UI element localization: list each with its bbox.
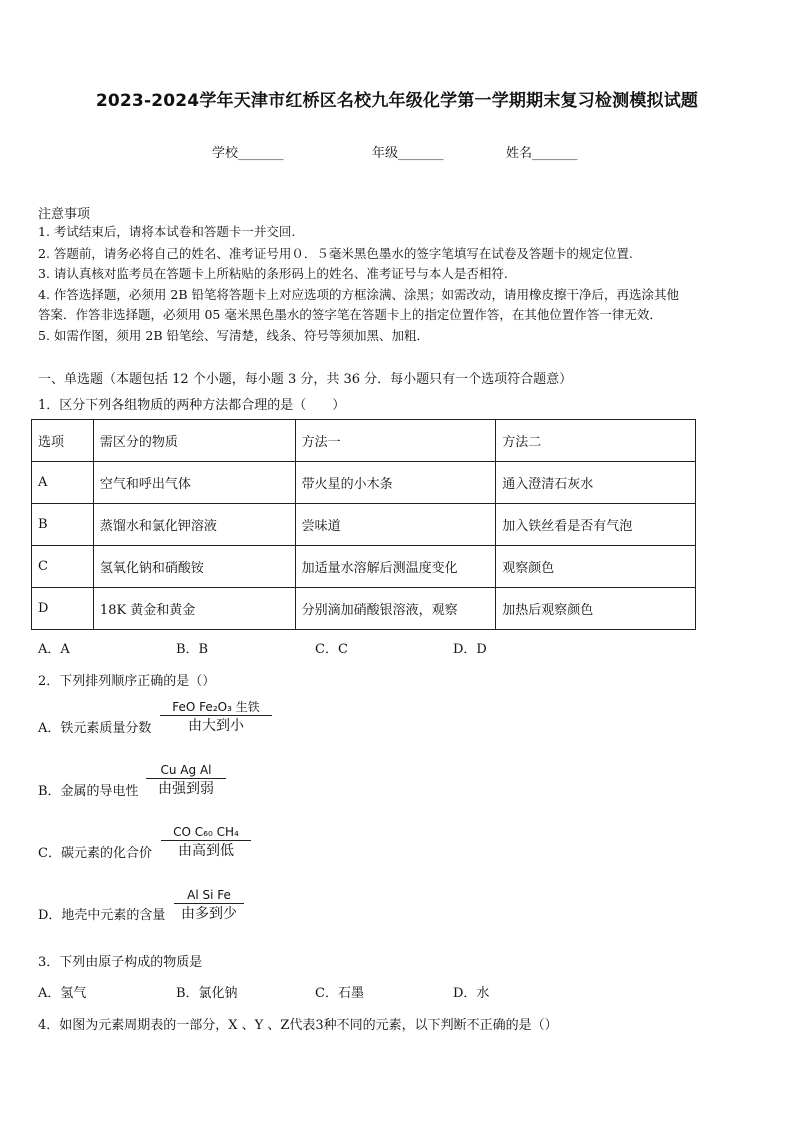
sequence-direction: 由高到低 — [178, 843, 234, 859]
question-2-option-b-sequence — [146, 764, 226, 798]
notice-item: 2. 答题前，请务必将自己的姓名、准考证号用０．５毫米黑色墨水的签字笔填写在试卷及答题卡的规定位置. — [38, 246, 633, 261]
page-title: 2023-2024学年天津市红桥区名校九年级化学第一学期期末复习检测模拟试题 — [95, 91, 699, 111]
sequence-items: CO C₆₀ CH₄ — [173, 825, 239, 839]
question-1-option-c[interactable]: C．C — [315, 642, 348, 657]
table-row — [32, 462, 696, 504]
section-heading: 一、单选题（本题包括 12 个小题，每小题 3 分，共 36 分．每小题只有一个选项符合题意） — [38, 372, 573, 387]
sequence-items: Cu Ag Al — [160, 763, 212, 777]
sequence-line — [174, 903, 244, 904]
sequence-line — [146, 778, 226, 779]
table-header-row — [32, 420, 696, 462]
table-cell: 加入铁丝看是否有气泡 — [496, 504, 696, 546]
table-cell: 蒸馏水和氯化钾溶液 — [93, 504, 295, 546]
notice-item: 5. 如需作图，须用 2B 铅笔绘、写清楚，线条、符号等须加黑、加粗． — [38, 328, 429, 343]
table-cell: D — [32, 588, 94, 630]
table-cell: 分别滴加硝酸银溶液，观察 — [295, 588, 496, 630]
table-cell: 18K 黄金和黄金 — [93, 588, 295, 630]
table-header-cell: 选项 — [32, 420, 94, 462]
table-cell: B — [32, 504, 94, 546]
table-cell: 尝味道 — [295, 504, 496, 546]
question-1-option-b[interactable]: B．B — [176, 642, 209, 657]
question-2-option-b[interactable]: B．金属的导电性 — [38, 784, 139, 799]
table-cell: A — [32, 462, 94, 504]
question-3-option-c[interactable]: C．石墨 — [315, 986, 364, 1001]
table-cell: 观察颜色 — [496, 546, 696, 588]
question-3-option-b[interactable]: B．氯化钠 — [176, 986, 238, 1001]
question-2-option-a-sequence — [160, 701, 272, 735]
table-header-cell: 需区分的物质 — [93, 420, 295, 462]
sequence-direction: 由强到弱 — [158, 781, 214, 797]
table-cell: 空气和呼出气体 — [93, 462, 295, 504]
notice-item: 答案．作答非选择题，必须用 05 毫米黑色墨水的签字笔在答题卡上的指定位置作答，在其他位置作答一律无效． — [38, 307, 662, 322]
table-cell: 通入澄清石灰水 — [496, 462, 696, 504]
table-cell: C — [32, 546, 94, 588]
grade-field: 年级_______ — [372, 146, 444, 161]
sequence-items: Al Si Fe — [187, 888, 231, 902]
question-2-option-a[interactable]: A．铁元素质量分数 — [38, 721, 152, 736]
table-cell: 氢氧化钠和硝酸铵 — [93, 546, 295, 588]
sequence-line — [160, 715, 272, 716]
question-3-stem: 3．下列由原子构成的物质是 — [38, 955, 203, 970]
question-1-option-a[interactable]: A．A — [38, 642, 70, 657]
notice-heading: 注意事项 — [38, 207, 91, 222]
question-3-option-d[interactable]: D．水 — [453, 986, 490, 1001]
question-3-option-a[interactable]: A．氢气 — [38, 986, 87, 1001]
school-field: 学校_______ — [212, 146, 284, 161]
sequence-direction: 由多到少 — [181, 906, 237, 922]
table-row — [32, 504, 696, 546]
question-2-option-c[interactable]: C．碳元素的化合价 — [38, 846, 152, 861]
question-1-option-d[interactable]: D．D — [453, 642, 487, 657]
table-cell: 带火星的小木条 — [295, 462, 496, 504]
sequence-direction: 由大到小 — [188, 718, 244, 734]
question-2-option-d-sequence — [174, 889, 244, 923]
table-row — [32, 588, 696, 630]
notice-item: 1. 考试结束后，请将本试卷和答题卡一并交回. — [38, 224, 296, 239]
question-4-stem: 4．如图为元素周期表的一部分，X 、Y 、Z代表3种不同的元素，以下判断不正确的是（） — [38, 1018, 558, 1033]
question-2-stem: 2．下列排列顺序正确的是（） — [38, 674, 216, 689]
question-1-stem: 1．区分下列各组物质的两种方法都合理的是（ ） — [38, 398, 346, 413]
table-cell: 加适量水溶解后测温度变化 — [295, 546, 496, 588]
question-1-table — [31, 419, 696, 630]
table-cell: 加热后观察颜色 — [496, 588, 696, 630]
name-field: 姓名_______ — [506, 146, 578, 161]
table-header-cell: 方法二 — [496, 420, 696, 462]
sequence-items: FeO Fe₂O₃ 生铁 — [172, 700, 260, 714]
notice-item: 3. 请认真核对监考员在答题卡上所粘贴的条形码上的姓名、准考证号与本人是否相符. — [38, 266, 508, 281]
question-2-option-d[interactable]: D．地壳中元素的含量 — [38, 908, 166, 923]
question-2-option-c-sequence — [161, 826, 251, 860]
notice-item: 4. 作答选择题，必须用 2B 铅笔将答题卡上对应选项的方框涂满、涂黑；如需改动，请用橡皮擦干净后，再选涂其他 — [38, 287, 679, 302]
sequence-line — [161, 840, 251, 841]
table-row — [32, 546, 696, 588]
table-header-cell: 方法一 — [295, 420, 496, 462]
